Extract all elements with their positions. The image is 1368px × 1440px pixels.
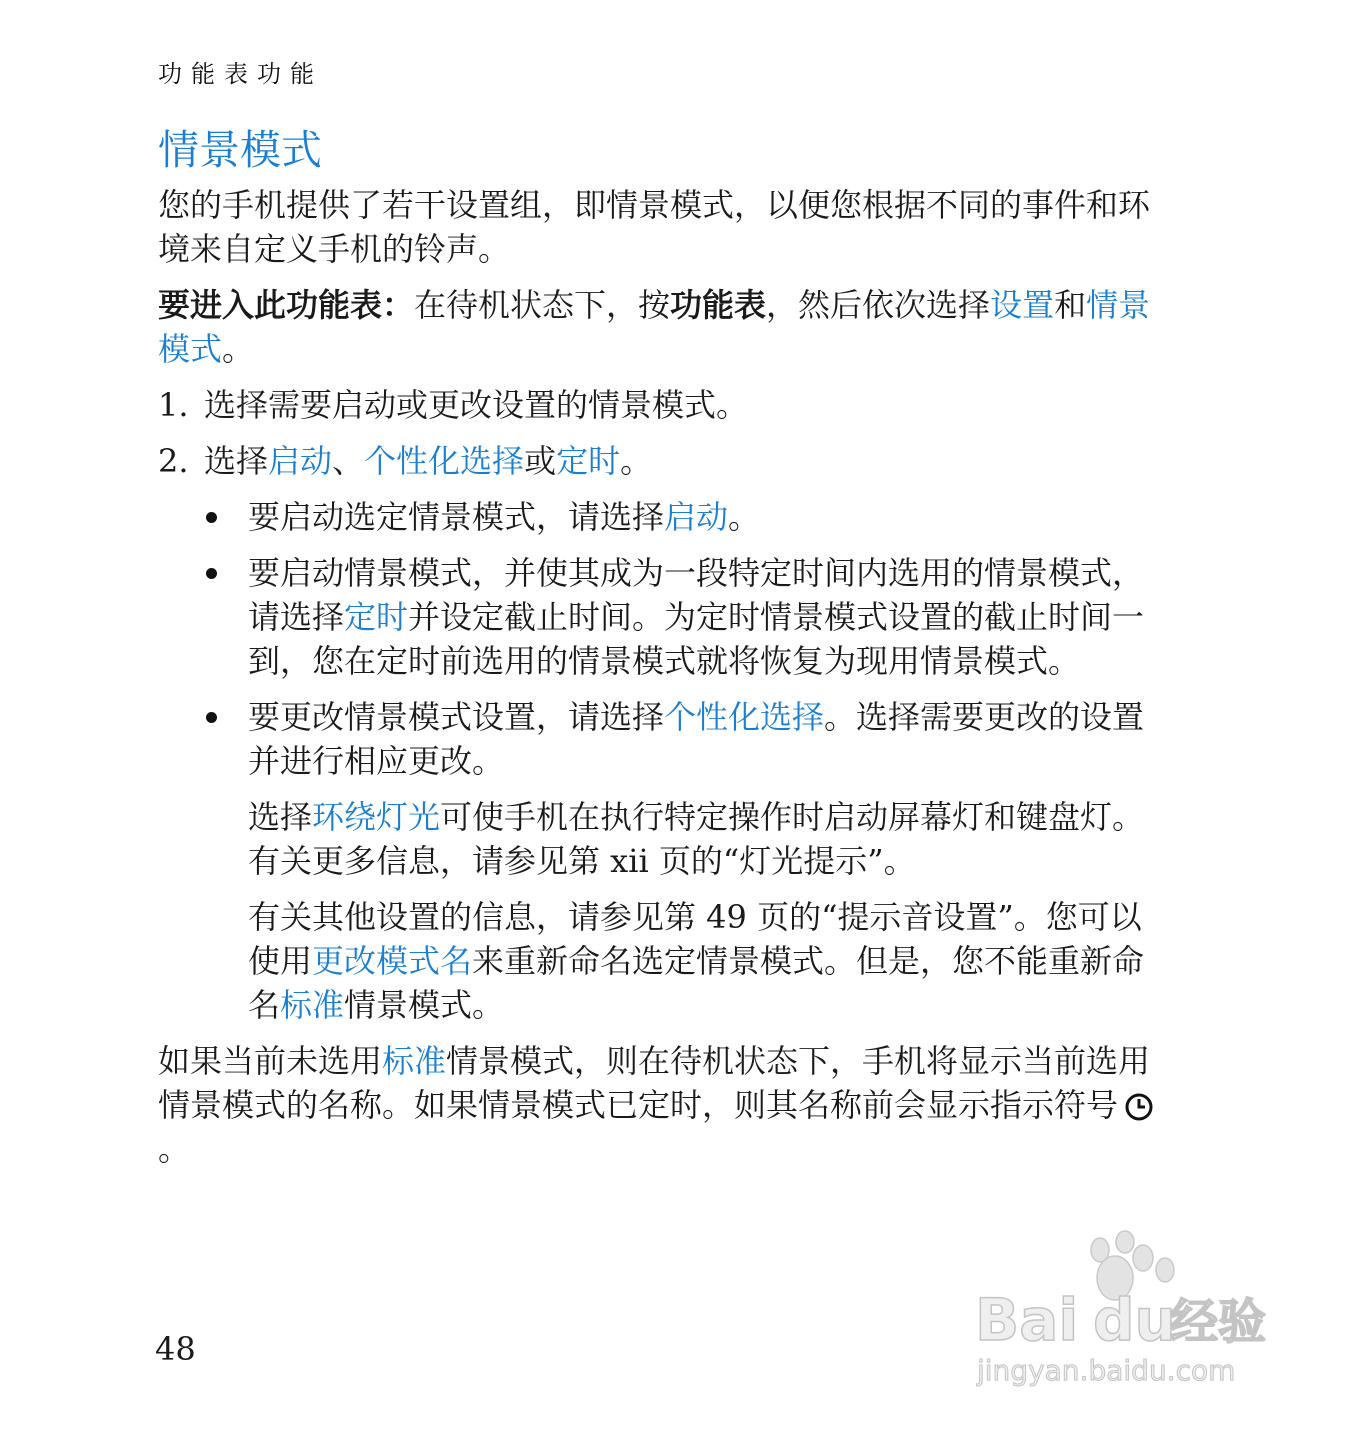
access-label: 要进入此功能表： bbox=[158, 286, 415, 324]
bullet-text bbox=[248, 695, 1168, 783]
profiles-menu-link[interactable]: 情景模式 bbox=[158, 286, 1151, 368]
section-body bbox=[158, 183, 1168, 1183]
bullet-text-part: 要更改情景模式设置，请选择 bbox=[248, 698, 665, 736]
access-text: 和 bbox=[1054, 286, 1087, 324]
bullet-item-personalise bbox=[202, 695, 1168, 783]
personalise-option-link[interactable]: 个性化选择 bbox=[664, 698, 825, 736]
baidu-jingyan-watermark bbox=[965, 1230, 1295, 1390]
option-bullet-list bbox=[158, 495, 1168, 783]
rename-profile-link[interactable]: 更改模式名 bbox=[312, 942, 473, 980]
step-2 bbox=[158, 439, 1168, 483]
svg-text:Bai: Bai bbox=[975, 1286, 1079, 1354]
svg-text:jingyan.baidu.com: jingyan.baidu.com bbox=[977, 1354, 1236, 1387]
step-text bbox=[204, 439, 652, 483]
access-instruction bbox=[158, 283, 1168, 371]
bullet-item-timed bbox=[202, 551, 1168, 683]
step-number: 2. bbox=[158, 442, 189, 480]
step-1 bbox=[158, 383, 1168, 427]
ambient-lights-paragraph bbox=[248, 795, 1168, 883]
activate-option-link[interactable]: 启动 bbox=[268, 442, 333, 480]
bullet-text-part: 要启动选定情景模式，请选择 bbox=[248, 498, 665, 536]
closing-text: 情景模式，则在待机状态下，手机将显示当前选用情景模式的名称。如果情景模式已定时，则其名称前会显示指示符号 bbox=[158, 1042, 1151, 1124]
settings-menu-link[interactable]: 设置 bbox=[990, 286, 1055, 324]
subpara-text: 有关其他设置的信息，请参见第 49 页的“提示音设置”。您可以使用 bbox=[248, 898, 1142, 980]
clock-icon bbox=[1124, 1092, 1154, 1122]
svg-text:du: du bbox=[1093, 1286, 1176, 1354]
access-text: ，然后依次选择 bbox=[766, 286, 991, 324]
intro-paragraph: 您的手机提供了若干设置组，即情景模式，以便您根据不同的事件和环境来自定义手机的铃声。 bbox=[158, 186, 1151, 268]
bullet-text-part: 并设定截止时间。为定时情景模式设置的截止时间一到，您在定时前选用的情景模式就将恢复为现用情景模式。 bbox=[248, 598, 1145, 680]
ambient-lights-link[interactable]: 环绕灯光 bbox=[312, 798, 441, 836]
step-text-part: 或 bbox=[524, 442, 557, 480]
bullet-dot bbox=[202, 695, 248, 783]
personalise-option-link[interactable]: 个性化选择 bbox=[364, 442, 525, 480]
closing-text: 如果当前未选用 bbox=[158, 1042, 383, 1080]
activate-option-link[interactable]: 启动 bbox=[664, 498, 729, 536]
page-number: 48 bbox=[155, 1330, 196, 1368]
timed-option-link[interactable]: 定时 bbox=[344, 598, 409, 636]
bullet-item-activate bbox=[202, 495, 1168, 539]
bullet-text bbox=[248, 495, 760, 539]
running-header: 功能表功能 bbox=[158, 60, 323, 88]
step-number: 1. bbox=[158, 386, 189, 424]
section-title: 情景模式 bbox=[158, 126, 322, 174]
general-profile-link[interactable]: 标准 bbox=[382, 1042, 447, 1080]
svg-text:经验: 经验 bbox=[1170, 1294, 1267, 1350]
step-text: 选择需要启动或更改设置的情景模式。 bbox=[204, 386, 749, 424]
bullet-text-part: 。选择需要更改的设置并进行相应更改。 bbox=[248, 698, 1145, 780]
step-text-part: 、 bbox=[332, 442, 365, 480]
closing-paragraph bbox=[158, 1039, 1168, 1171]
general-profile-link[interactable]: 标准 bbox=[280, 986, 345, 1024]
bullet-dot bbox=[202, 551, 248, 683]
subpara-text: 来重新命名选定情景模式。但是，您不能重新命名 bbox=[248, 942, 1145, 1024]
bullet-dot bbox=[202, 495, 248, 539]
access-text: 在待机状态下，按 bbox=[414, 286, 671, 324]
subpara-text: 可使手机在执行特定操作时启动屏幕灯和键盘灯。有关更多信息，请参见第 xii 页的“灯光提示”。 bbox=[248, 798, 1145, 880]
step-text-part: 。 bbox=[620, 442, 653, 480]
closing-text: 。 bbox=[158, 1130, 191, 1168]
bullet-text-part: 。 bbox=[728, 498, 761, 536]
bullet-text-part: 要启动情景模式，并使其成为一段特定时间内选用的情景模式，请选择 bbox=[248, 554, 1145, 636]
subpara-text: 情景模式。 bbox=[344, 986, 505, 1024]
bullet-text bbox=[248, 551, 1168, 683]
other-settings-paragraph bbox=[248, 895, 1168, 1027]
access-text: 。 bbox=[222, 330, 255, 368]
timed-option-link[interactable]: 定时 bbox=[556, 442, 621, 480]
subpara-text: 选择 bbox=[248, 798, 313, 836]
step-text-part: 选择 bbox=[204, 442, 269, 480]
menu-key-label: 功能表 bbox=[670, 286, 767, 324]
